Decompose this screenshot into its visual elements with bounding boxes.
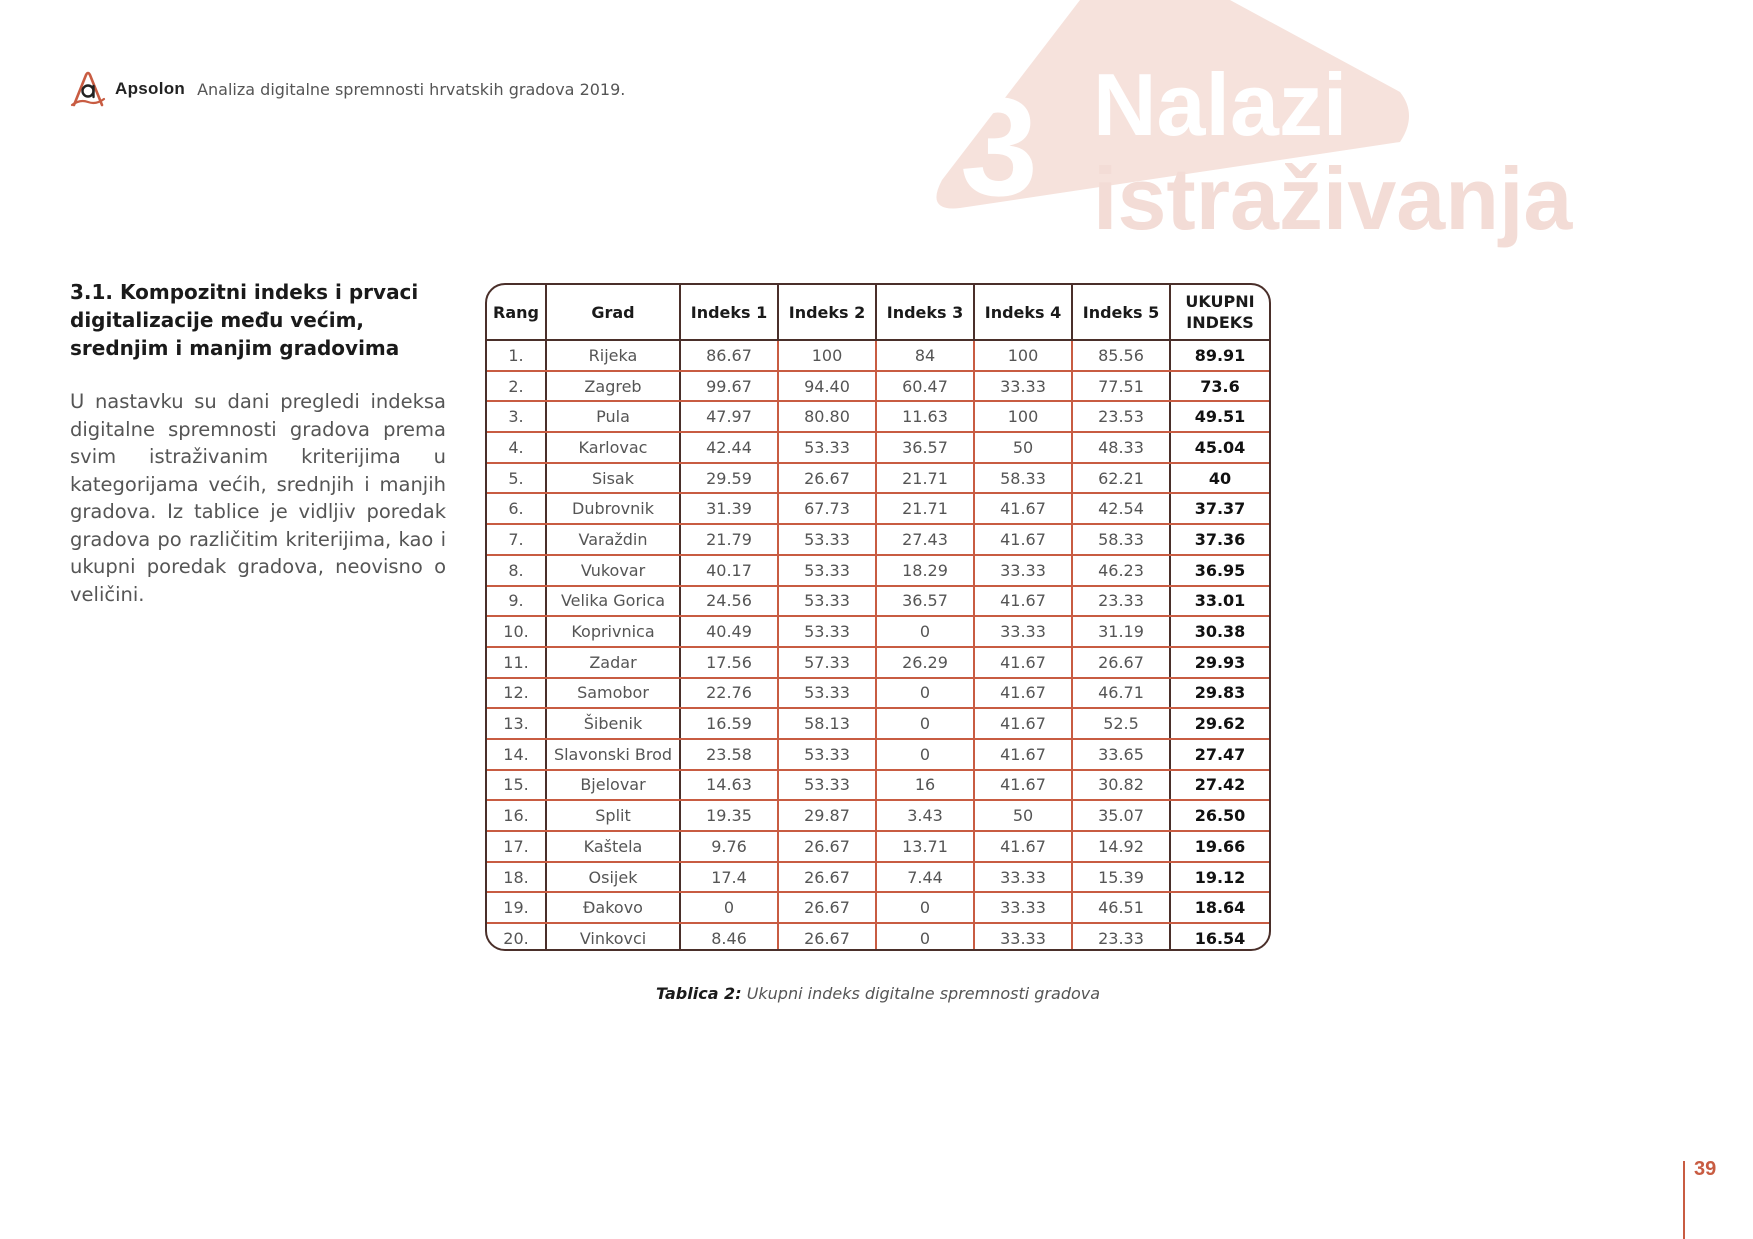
table-cell: Sisak bbox=[546, 463, 680, 494]
table-cell: Dubrovnik bbox=[546, 493, 680, 524]
table-cell: 0 bbox=[876, 923, 974, 951]
column-header: Grad bbox=[546, 285, 680, 340]
table-body bbox=[487, 340, 1269, 951]
table-cell: 0 bbox=[680, 892, 778, 923]
table-cell: 36.57 bbox=[876, 432, 974, 463]
table-cell: 8.46 bbox=[680, 923, 778, 951]
brand-name: Apsolon bbox=[115, 79, 186, 98]
table-cell: 53.33 bbox=[778, 770, 876, 801]
table-cell: 1. bbox=[487, 340, 546, 371]
table-row bbox=[487, 923, 1269, 951]
table-row bbox=[487, 800, 1269, 831]
table-cell: 13.71 bbox=[876, 831, 974, 862]
table-cell: 53.33 bbox=[778, 432, 876, 463]
table-cell: 27.42 bbox=[1170, 770, 1269, 801]
table-cell: 41.67 bbox=[974, 739, 1072, 770]
table-cell: 45.04 bbox=[1170, 432, 1269, 463]
table-cell: Velika Gorica bbox=[546, 586, 680, 617]
table-cell: 31.39 bbox=[680, 493, 778, 524]
table-cell: 47.97 bbox=[680, 401, 778, 432]
table-cell: 18.29 bbox=[876, 555, 974, 586]
table-cell: 41.67 bbox=[974, 586, 1072, 617]
table-cell: Zagreb bbox=[546, 371, 680, 402]
table-row bbox=[487, 524, 1269, 555]
table-cell: 0 bbox=[876, 892, 974, 923]
table-cell: 5. bbox=[487, 463, 546, 494]
table-cell: 37.37 bbox=[1170, 493, 1269, 524]
table-cell: 100 bbox=[778, 340, 876, 371]
document-title: Analiza digitalne spremnosti hrvatskih gradova 2019. bbox=[197, 79, 626, 99]
table-cell: 33.33 bbox=[974, 862, 1072, 893]
table-cell: 41.67 bbox=[974, 493, 1072, 524]
table-row bbox=[487, 616, 1269, 647]
table-cell: 23.58 bbox=[680, 739, 778, 770]
caption-text: Ukupni indeks digitalne spremnosti gradova bbox=[746, 984, 1101, 1003]
table-cell: 29.93 bbox=[1170, 647, 1269, 678]
table-cell: 53.33 bbox=[778, 616, 876, 647]
table-cell: 9.76 bbox=[680, 831, 778, 862]
table-cell: Split bbox=[546, 800, 680, 831]
table-cell: 8. bbox=[487, 555, 546, 586]
table-cell: Osijek bbox=[546, 862, 680, 893]
table-cell: Šibenik bbox=[546, 708, 680, 739]
table-cell: 26.50 bbox=[1170, 800, 1269, 831]
table-cell: 67.73 bbox=[778, 493, 876, 524]
table-row bbox=[487, 647, 1269, 678]
table-cell: 36.95 bbox=[1170, 555, 1269, 586]
table-cell: 17.56 bbox=[680, 647, 778, 678]
table-cell: 85.56 bbox=[1072, 340, 1170, 371]
table-row bbox=[487, 831, 1269, 862]
table-cell: 3.43 bbox=[876, 800, 974, 831]
table-cell: 4. bbox=[487, 432, 546, 463]
table-cell: 7. bbox=[487, 524, 546, 555]
table-cell: 37.36 bbox=[1170, 524, 1269, 555]
table-header-row bbox=[487, 285, 1269, 340]
table-cell: 0 bbox=[876, 678, 974, 709]
table-cell: 27.47 bbox=[1170, 739, 1269, 770]
column-header: Indeks 5 bbox=[1072, 285, 1170, 340]
table-row bbox=[487, 371, 1269, 402]
table-cell: 99.67 bbox=[680, 371, 778, 402]
table-cell: 26.67 bbox=[778, 831, 876, 862]
table-cell: 21.71 bbox=[876, 493, 974, 524]
table-cell: 46.51 bbox=[1072, 892, 1170, 923]
table-cell: 35.07 bbox=[1072, 800, 1170, 831]
table-row bbox=[487, 862, 1269, 893]
table-cell: 33.33 bbox=[974, 923, 1072, 951]
table-cell: 27.43 bbox=[876, 524, 974, 555]
chapter-title bbox=[1093, 55, 1573, 248]
table-cell: 11. bbox=[487, 647, 546, 678]
table-cell: 89.91 bbox=[1170, 340, 1269, 371]
column-header: Indeks 2 bbox=[778, 285, 876, 340]
table-cell: 84 bbox=[876, 340, 974, 371]
table-cell: 15. bbox=[487, 770, 546, 801]
table-cell: 21.71 bbox=[876, 463, 974, 494]
table-cell: 41.67 bbox=[974, 831, 1072, 862]
table-cell: 17. bbox=[487, 831, 546, 862]
caption-label: Tablica 2: bbox=[655, 984, 742, 1003]
table-cell: 16. bbox=[487, 800, 546, 831]
table-cell: 29.62 bbox=[1170, 708, 1269, 739]
table-cell: 23.53 bbox=[1072, 401, 1170, 432]
table-cell: 30.38 bbox=[1170, 616, 1269, 647]
apsolon-logo-icon bbox=[70, 69, 106, 109]
table-cell: 41.67 bbox=[974, 647, 1072, 678]
table-cell: 40 bbox=[1170, 463, 1269, 494]
table-cell: 46.71 bbox=[1072, 678, 1170, 709]
table-row bbox=[487, 340, 1269, 371]
column-header: Rang bbox=[487, 285, 546, 340]
table-cell: 16 bbox=[876, 770, 974, 801]
table-cell: 26.67 bbox=[778, 862, 876, 893]
table-cell: 49.51 bbox=[1170, 401, 1269, 432]
table-cell: 0 bbox=[876, 708, 974, 739]
table-cell: 6. bbox=[487, 493, 546, 524]
table-cell: Đakovo bbox=[546, 892, 680, 923]
table-cell: 20. bbox=[487, 923, 546, 951]
table-cell: Karlovac bbox=[546, 432, 680, 463]
table-cell: 0 bbox=[876, 739, 974, 770]
section-heading: 3.1. Kompozitni indeks i prvaci digitalizacije među većim, srednjim i manjim gradovima bbox=[70, 280, 419, 360]
table-cell: 19.12 bbox=[1170, 862, 1269, 893]
table-cell: 30.82 bbox=[1072, 770, 1170, 801]
index-table bbox=[487, 285, 1269, 951]
table-cell: 40.17 bbox=[680, 555, 778, 586]
table-cell: 22.76 bbox=[680, 678, 778, 709]
table-cell: 0 bbox=[876, 616, 974, 647]
table-row bbox=[487, 463, 1269, 494]
table-cell: 26.67 bbox=[778, 463, 876, 494]
table-cell: 7.44 bbox=[876, 862, 974, 893]
table-caption bbox=[485, 984, 1271, 1003]
table-cell: 24.56 bbox=[680, 586, 778, 617]
table-cell: 33.01 bbox=[1170, 586, 1269, 617]
table-cell: 58.33 bbox=[1072, 524, 1170, 555]
table-cell: 26.67 bbox=[1072, 647, 1170, 678]
table-cell: 80.80 bbox=[778, 401, 876, 432]
table-cell: 33.33 bbox=[974, 892, 1072, 923]
chapter-title-line1: Nalazi bbox=[1093, 55, 1348, 154]
table-cell: Zadar bbox=[546, 647, 680, 678]
table-cell: 14.63 bbox=[680, 770, 778, 801]
table-cell: 41.67 bbox=[974, 524, 1072, 555]
table-row bbox=[487, 432, 1269, 463]
table-cell: 11.63 bbox=[876, 401, 974, 432]
section-body-text: U nastavku su dani pregledi indeksa digitalne spremnosti gradova prema svim istraživanim kriterijima u kategorijama većih, srednjih i manjih gradova. Iz tablice je vidljiv poredak gradova po različitim kriterijima, kao i ukupni poredak gradova, neovisno o veličini. bbox=[70, 390, 446, 606]
table-cell: Slavonski Brod bbox=[546, 739, 680, 770]
table-cell: 15.39 bbox=[1072, 862, 1170, 893]
table-cell: 23.33 bbox=[1072, 923, 1170, 951]
table-row bbox=[487, 739, 1269, 770]
table-cell: 53.33 bbox=[778, 678, 876, 709]
table-cell: 73.6 bbox=[1170, 371, 1269, 402]
table-cell: 10. bbox=[487, 616, 546, 647]
table-cell: 60.47 bbox=[876, 371, 974, 402]
table-cell: Rijeka bbox=[546, 340, 680, 371]
table-cell: 41.67 bbox=[974, 678, 1072, 709]
chapter-number: 3 bbox=[960, 68, 1038, 225]
table-cell: 42.44 bbox=[680, 432, 778, 463]
table-cell: 29.83 bbox=[1170, 678, 1269, 709]
table-cell: Bjelovar bbox=[546, 770, 680, 801]
table-cell: 33.65 bbox=[1072, 739, 1170, 770]
table-cell: Koprivnica bbox=[546, 616, 680, 647]
table-cell: Vukovar bbox=[546, 555, 680, 586]
table-cell: 17.4 bbox=[680, 862, 778, 893]
table-cell: 41.67 bbox=[974, 708, 1072, 739]
table-cell: 26.67 bbox=[778, 923, 876, 951]
table-cell: 62.21 bbox=[1072, 463, 1170, 494]
table-cell: 18. bbox=[487, 862, 546, 893]
table-cell: 33.33 bbox=[974, 371, 1072, 402]
page-number: 39 bbox=[1694, 1158, 1717, 1180]
table-cell: 42.54 bbox=[1072, 493, 1170, 524]
table-cell: 29.87 bbox=[778, 800, 876, 831]
table-cell: 26.29 bbox=[876, 647, 974, 678]
table-cell: 100 bbox=[974, 401, 1072, 432]
table-cell: Vinkovci bbox=[546, 923, 680, 951]
table-cell: 3. bbox=[487, 401, 546, 432]
table-cell: 19.35 bbox=[680, 800, 778, 831]
table-cell: 12. bbox=[487, 678, 546, 709]
table-cell: 31.19 bbox=[1072, 616, 1170, 647]
table-row bbox=[487, 892, 1269, 923]
table-cell: 100 bbox=[974, 340, 1072, 371]
table-cell: 58.33 bbox=[974, 463, 1072, 494]
table-cell: 50 bbox=[974, 432, 1072, 463]
table-cell: 53.33 bbox=[778, 739, 876, 770]
table-cell: 21.79 bbox=[680, 524, 778, 555]
table-cell: 48.33 bbox=[1072, 432, 1170, 463]
table-cell: 18.64 bbox=[1170, 892, 1269, 923]
table-cell: 58.13 bbox=[778, 708, 876, 739]
table-cell: Pula bbox=[546, 401, 680, 432]
table-cell: 86.67 bbox=[680, 340, 778, 371]
table-cell: 26.67 bbox=[778, 892, 876, 923]
table-cell: 57.33 bbox=[778, 647, 876, 678]
table-cell: 16.54 bbox=[1194, 929, 1246, 949]
column-header: UKUPNI INDEKS bbox=[1170, 285, 1269, 340]
table-cell: 46.23 bbox=[1072, 555, 1170, 586]
table-row bbox=[487, 770, 1269, 801]
table-row bbox=[487, 678, 1269, 709]
table-cell: Kaštela bbox=[546, 831, 680, 862]
column-header: Indeks 3 bbox=[876, 285, 974, 340]
column-header: Indeks 4 bbox=[974, 285, 1072, 340]
table-cell: 41.67 bbox=[974, 770, 1072, 801]
table-cell: 33.33 bbox=[974, 555, 1072, 586]
table-cell: 33.33 bbox=[974, 616, 1072, 647]
column-header: Indeks 1 bbox=[680, 285, 778, 340]
index-table-container bbox=[485, 283, 1271, 951]
chapter-title-line2: istraživanja bbox=[1093, 149, 1573, 248]
table-cell: 16.59 bbox=[680, 708, 778, 739]
table-cell: 36.57 bbox=[876, 586, 974, 617]
table-row bbox=[487, 493, 1269, 524]
table-row bbox=[487, 555, 1269, 586]
page-header bbox=[70, 68, 625, 110]
table-row bbox=[487, 586, 1269, 617]
table-cell: 53.33 bbox=[778, 524, 876, 555]
table-cell: 29.59 bbox=[680, 463, 778, 494]
table-cell: 52.5 bbox=[1072, 708, 1170, 739]
table-cell: 9. bbox=[487, 586, 546, 617]
table-cell: 77.51 bbox=[1072, 371, 1170, 402]
page-number-divider bbox=[1683, 1161, 1685, 1239]
table-cell: 2. bbox=[487, 371, 546, 402]
table-row bbox=[487, 401, 1269, 432]
table-cell: 50 bbox=[974, 800, 1072, 831]
table-cell: 94.40 bbox=[778, 371, 876, 402]
table-cell: 53.33 bbox=[778, 555, 876, 586]
table-cell: 40.49 bbox=[680, 616, 778, 647]
table-cell: 14. bbox=[487, 739, 546, 770]
table-cell: 14.92 bbox=[1072, 831, 1170, 862]
table-cell: 53.33 bbox=[778, 586, 876, 617]
table-cell: 13. bbox=[487, 708, 546, 739]
table-cell: 19.66 bbox=[1170, 831, 1269, 862]
table-cell: Samobor bbox=[546, 678, 680, 709]
table-cell: 23.33 bbox=[1072, 586, 1170, 617]
table-cell: Varaždin bbox=[546, 524, 680, 555]
table-cell: 19. bbox=[487, 892, 546, 923]
table-row bbox=[487, 708, 1269, 739]
